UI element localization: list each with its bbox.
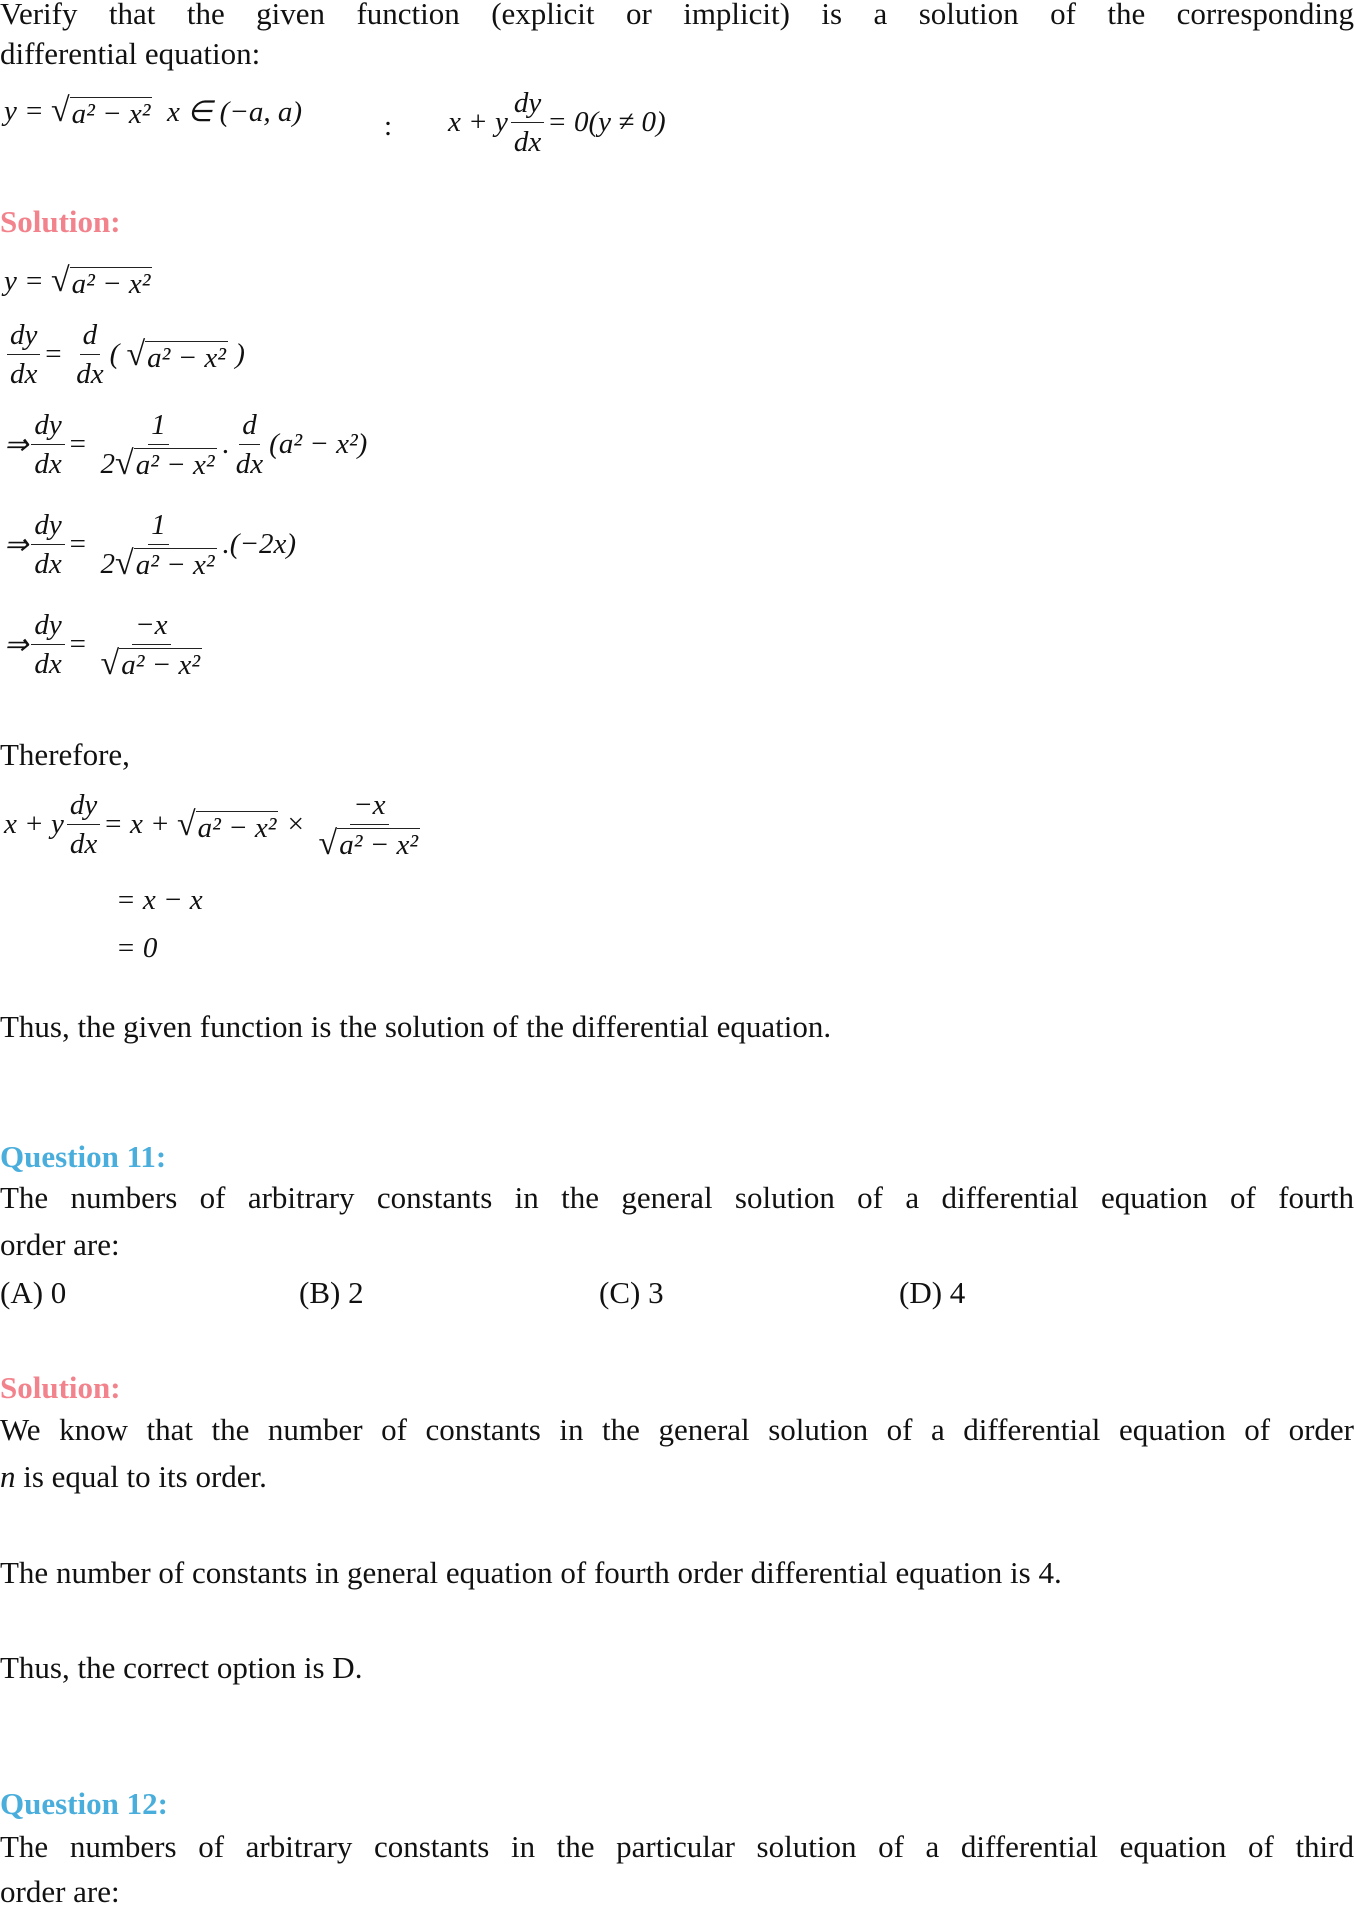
option-c: (C) 3	[599, 1275, 664, 1310]
math-text: d	[242, 409, 257, 441]
math-text: dy	[34, 609, 62, 641]
math-text: 2	[100, 448, 116, 480]
question-12-heading: Question 12:	[0, 1786, 168, 1821]
square-root	[115, 447, 217, 481]
math-text: dy	[34, 409, 62, 441]
math-text: dy	[34, 509, 62, 541]
solution-step-1	[4, 262, 152, 300]
math-text: = 0(y ≠ 0)	[547, 106, 666, 138]
solution-10-heading: Solution:	[0, 204, 121, 239]
numerator	[350, 788, 388, 825]
radical-sign-icon: √	[176, 805, 196, 843]
math-text: dx	[10, 358, 38, 390]
denominator	[233, 445, 266, 481]
denominator	[511, 123, 544, 159]
denominator	[316, 825, 424, 861]
numerator	[7, 318, 40, 355]
math-text: −x	[135, 609, 168, 641]
numerator	[148, 508, 169, 545]
square-root	[177, 806, 279, 844]
math-text: =	[67, 528, 95, 560]
math-text: y =	[4, 94, 51, 127]
math-text: dx	[76, 358, 104, 390]
math-text: (a² − x²)	[269, 428, 368, 460]
square-root	[51, 92, 153, 130]
math-text: (	[109, 338, 127, 370]
fraction	[31, 508, 64, 581]
radicand: a² − x²	[71, 268, 151, 300]
denominator	[31, 445, 64, 481]
numerator	[31, 608, 64, 645]
radical-sign-icon: √	[115, 545, 134, 582]
math-text: ⇒	[4, 529, 29, 561]
fraction	[31, 408, 64, 481]
denominator	[31, 645, 64, 681]
fraction	[233, 408, 266, 481]
math-text: 1	[151, 409, 166, 441]
question-12-text-line2: order are:	[0, 1874, 120, 1909]
math-text: = x − x	[116, 884, 203, 916]
math-text: dx	[34, 448, 62, 480]
option-b: (B) 2	[299, 1275, 364, 1310]
radicand: a² − x²	[197, 811, 277, 844]
question-10-text-line2: differential equation:	[0, 36, 261, 71]
math-text: x ∈ (−a, a)	[152, 95, 302, 128]
question-11-heading: Question 11:	[0, 1139, 167, 1174]
numerator	[80, 318, 101, 355]
square-root	[101, 647, 203, 681]
option-a: (A) 0	[0, 1275, 67, 1310]
math-text: ×	[278, 808, 313, 840]
math-text: .(−2x)	[222, 528, 297, 560]
math-text: dx	[34, 548, 62, 580]
math-text: dx	[235, 448, 264, 480]
radical-sign-icon: √	[126, 335, 146, 373]
square-root	[51, 262, 153, 300]
math-text: x + y	[448, 106, 508, 138]
denominator	[98, 545, 220, 581]
therefore-label: Therefore,	[0, 737, 130, 772]
numerator	[31, 408, 64, 445]
math-text: .	[222, 428, 230, 460]
radicand: a² − x²	[339, 829, 419, 861]
math-text: ⇒	[4, 629, 29, 661]
solution-11-line2-rest: is equal to its order.	[15, 1459, 267, 1494]
radical-sign-icon: √	[50, 92, 70, 129]
differential-equation	[448, 86, 666, 159]
numerator	[511, 86, 544, 123]
question-11-text-line1: The numbers of arbitrary constants in the general solution of a differential equation of fourth	[0, 1180, 1354, 1215]
math-text: 2	[100, 548, 116, 580]
solution-11-heading: Solution:	[0, 1370, 121, 1405]
solution-11-line4: Thus, the correct option is D.	[0, 1650, 363, 1685]
fraction	[98, 508, 220, 581]
variable-n: n	[0, 1459, 16, 1494]
question-11-text-line2: order are:	[0, 1227, 120, 1262]
solution-11-line3: The number of constants in general equation of fourth order differential equation is 4.	[0, 1555, 1062, 1590]
denominator	[73, 355, 106, 391]
fraction	[316, 788, 424, 861]
solution-step-2	[4, 318, 245, 391]
solution-step-3	[4, 408, 367, 481]
equation-separator: :	[384, 110, 393, 142]
radical-sign-icon: √	[50, 262, 70, 299]
fraction	[73, 318, 106, 391]
square-root	[115, 547, 217, 581]
fraction	[67, 788, 100, 861]
solution-step-4	[4, 508, 296, 581]
numerator	[148, 408, 169, 445]
solution-11-line2	[0, 1457, 1354, 1497]
given-function-equation	[4, 92, 302, 130]
math-text: ⇒	[4, 429, 29, 461]
fraction	[98, 608, 206, 681]
math-text: = 0	[116, 932, 158, 964]
radical-sign-icon: √	[115, 445, 134, 482]
math-text: =	[43, 338, 71, 370]
radical-sign-icon: √	[318, 825, 338, 862]
math-text: y =	[4, 264, 51, 297]
verify-step-2	[116, 884, 203, 917]
math-text: =	[67, 428, 95, 460]
verify-step-1	[4, 788, 426, 861]
denominator	[98, 645, 206, 681]
radicand: a² − x²	[147, 341, 227, 374]
radical-sign-icon: √	[100, 645, 120, 682]
math-text: dy	[69, 789, 98, 821]
fraction	[7, 318, 40, 391]
numerator	[31, 508, 64, 545]
math-text: )	[228, 338, 245, 370]
fraction	[31, 608, 64, 681]
numerator	[132, 608, 170, 645]
numerator	[67, 788, 100, 825]
denominator	[98, 445, 220, 481]
math-text: dx	[513, 126, 542, 158]
question-12-text-line1: The numbers of arbitrary constants in the particular solution of a differential equation of third	[0, 1829, 1354, 1864]
fraction	[98, 408, 220, 481]
solution-step-5	[4, 608, 208, 681]
radicand: a² − x²	[135, 549, 215, 581]
denominator	[31, 545, 64, 581]
denominator	[7, 355, 40, 391]
math-text: x + y	[4, 808, 64, 840]
math-text: dx	[34, 648, 62, 680]
radicand: a² − x²	[71, 98, 151, 130]
math-text: dx	[69, 828, 98, 860]
square-root	[319, 827, 421, 861]
denominator	[67, 825, 100, 861]
option-d: (D) 4	[899, 1275, 966, 1310]
question-10-text-line1: Verify that the given function (explicit or implicit) is a solution of the corresponding	[0, 0, 1354, 31]
numerator	[239, 408, 260, 445]
solution-10-conclusion: Thus, the given function is the solution of the differential equation.	[0, 1009, 832, 1044]
math-text: dy	[10, 319, 38, 351]
math-text: −x	[353, 789, 386, 821]
square-root	[127, 336, 229, 374]
math-text: dy	[513, 87, 542, 119]
math-text: = x +	[103, 808, 177, 840]
solution-11-line1: We know that the number of constants in the general solution of a differential equation of order	[0, 1412, 1354, 1447]
radicand: a² − x²	[121, 649, 201, 681]
math-text: d	[82, 319, 98, 351]
fraction	[511, 86, 544, 159]
math-text: 1	[151, 509, 166, 541]
math-text: =	[67, 628, 95, 660]
radicand: a² − x²	[135, 449, 215, 481]
verify-step-3	[116, 932, 157, 965]
